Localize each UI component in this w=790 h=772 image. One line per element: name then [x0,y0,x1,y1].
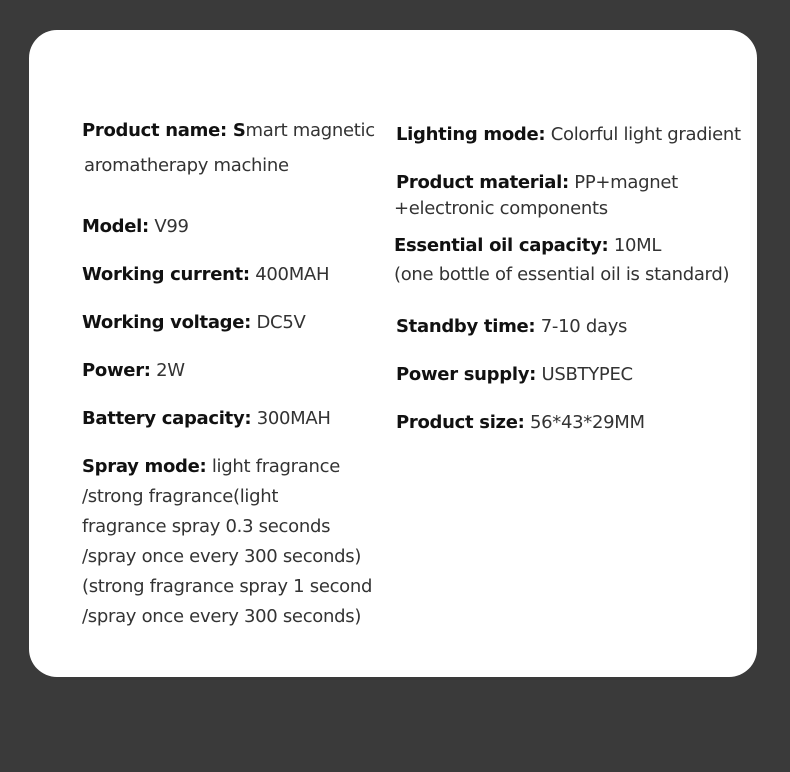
spec-value: DC5V [251,312,306,333]
spec-label: Model: [82,216,149,237]
spec-value: 10ML [608,235,662,256]
spec-value: Colorful light gradient [545,124,741,145]
spec-label: Product size: [396,412,525,433]
spec-value: (strong fragrance spray 1 second [82,576,373,597]
spec-power-supply [396,364,633,385]
spec-label: Power supply: [396,364,537,385]
spec-value: 56*43*29MM [524,412,645,433]
spec-spray-mode-line [82,576,372,597]
spec-product-material-cont [394,198,608,219]
spec-spray-mode-line [82,546,361,567]
spec-value: +electronic components [394,198,608,219]
spec-value: 400MAH [249,264,330,285]
spec-value: (one bottle of essential oil is standard) [394,264,730,285]
spec-working-voltage [82,312,306,333]
spec-battery-capacity [82,408,331,429]
spec-label: Spray mode: [82,456,207,477]
spec-label: Product material: [396,172,569,193]
spec-value: USBTYPEC [536,364,633,385]
spec-value: V99 [148,216,189,237]
spec-label: Working voltage: [82,312,252,333]
spec-value: mart magnetic [245,120,375,141]
spec-lighting-mode [396,124,741,145]
spec-model [82,216,189,237]
spec-value: PP+magnet [568,172,678,193]
spec-spray-mode-line [82,606,361,627]
spec-label: Product name: S [82,120,246,141]
spec-label: Standby time: [396,316,536,337]
spec-value: light fragrance [206,456,340,477]
spec-value: 300MAH [251,408,331,429]
spec-product-size [396,412,645,433]
spec-spray-mode-line [82,486,278,507]
spec-spray-mode-line [82,516,330,537]
spec-product-name-cont [84,155,289,176]
spec-essential-oil-capacity [394,235,661,256]
spec-working-current [82,264,329,285]
spec-label: Power: [82,360,151,381]
spec-value: /strong fragrance(light [82,486,279,507]
spec-product-material [396,172,678,193]
spec-value: aromatherapy machine [84,155,289,176]
spec-label: Essential oil capacity: [394,235,609,256]
spec-card [29,30,757,677]
spec-label: Lighting mode: [396,124,546,145]
spec-value: fragrance spray 0.3 seconds [82,516,331,537]
spec-label: Working current: [82,264,250,285]
spec-power [82,360,185,381]
spec-value: /spray once every 300 seconds) [82,606,362,627]
spec-value: 2W [150,360,185,381]
spec-value: 7-10 days [535,316,628,337]
spec-essential-oil-capacity-cont [394,264,729,285]
spec-value: /spray once every 300 seconds) [82,546,362,567]
spec-standby-time [396,316,627,337]
spec-product-name [82,120,375,141]
spec-spray-mode [82,456,340,477]
spec-label: Battery capacity: [82,408,252,429]
